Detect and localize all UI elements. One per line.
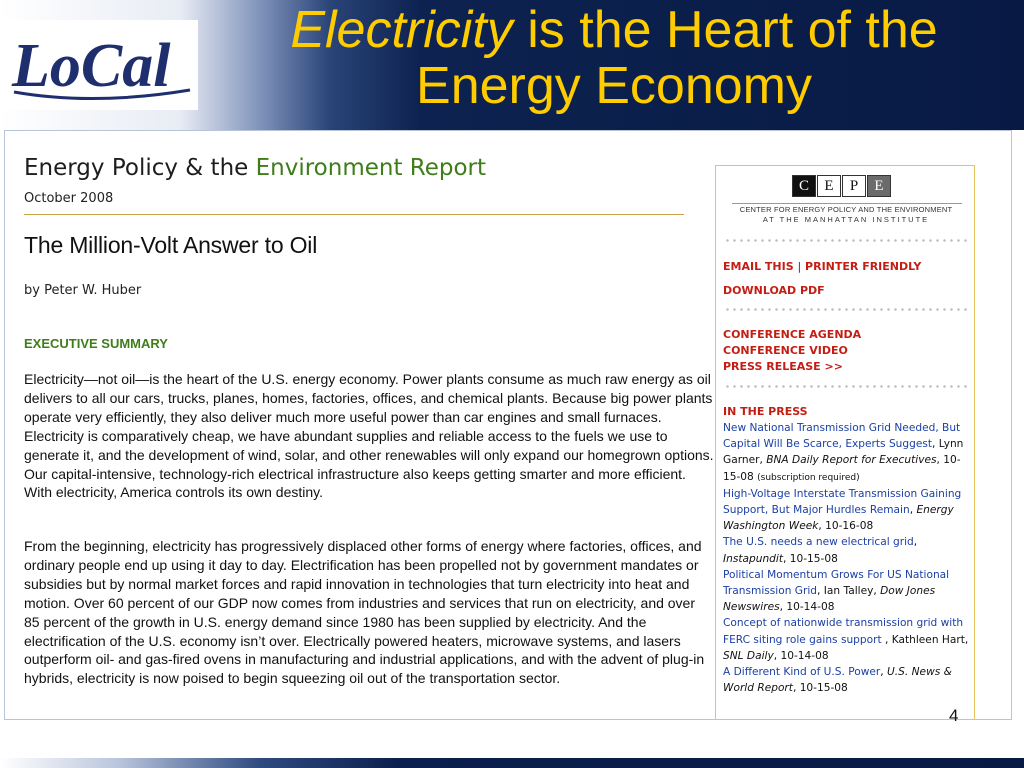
- press-item: [723, 486, 973, 535]
- press-item-date: , 10-14-08: [773, 649, 829, 662]
- press-item-author: ,: [913, 536, 918, 549]
- press-item: [723, 534, 973, 566]
- slide-title-italic: Electricity: [290, 1, 513, 59]
- press-item-link[interactable]: Concept of nationwide transmission grid with FERC siting role gains support: [723, 617, 964, 646]
- summary-paragraph-2: From the beginning, electricity has progressively displaced other forms of energy where factories, offices, and ordinary people end up using it day to day. Electrification has been propelled not by government mandates or subsidies but by normal market forces and rapid innovation in technologies that turn electricity into heat and motion. Over 60 percent of our GDP now comes from industries and services that run on electricity, and over 85 percent of the growth in U.S. energy demand since 1980 has been supplied by electricity. And the electrification of the U.S. economy isn’t over. Electrically powered heaters, microwave systems, and lasers outperform oil- and gas-fired ovens in manufacturing and industrial applications, and with the advent of plug-in hybrids, electricity is now poised to begin squeezing oil out of the transportation sector.: [24, 538, 705, 687]
- link-separator: |: [797, 260, 802, 273]
- press-item-link[interactable]: The U.S. needs a new electrical grid: [723, 536, 914, 549]
- press-item-date: , 10-16-08: [818, 520, 874, 533]
- slide-title: [214, 2, 1014, 114]
- press-item-author: ,: [909, 504, 917, 517]
- report-screenshot: [4, 130, 1012, 720]
- cepe-letter-e1: E: [817, 175, 841, 197]
- report-date: October 2008: [24, 191, 114, 206]
- report-title-part2: Environment Report: [255, 155, 487, 181]
- report-sidebar: [715, 165, 975, 720]
- press-release-link[interactable]: PRESS RELEASE >>: [723, 360, 843, 373]
- download-pdf-link[interactable]: DOWNLOAD PDF: [723, 284, 825, 297]
- share-links: [723, 260, 921, 273]
- email-this-link[interactable]: EMAIL THIS: [723, 260, 794, 273]
- press-item-note: (subscription required): [757, 472, 860, 483]
- press-item-author: , Kathleen Hart,: [881, 633, 969, 646]
- press-item-date: , 10-15-08: [792, 682, 848, 695]
- dotted-divider: [724, 308, 968, 311]
- press-item-source: U.S. News & World Report: [723, 666, 952, 695]
- title-divider: [24, 214, 684, 215]
- press-item-source: Instapundit: [723, 552, 783, 565]
- cepe-subtitle: [726, 205, 966, 225]
- press-item: [723, 664, 973, 696]
- cepe-logo: [792, 175, 892, 197]
- report-title-part1: Energy Policy & the: [24, 155, 256, 181]
- printer-friendly-link[interactable]: PRINTER FRIENDLY: [805, 260, 922, 273]
- byline: by Peter W. Huber: [24, 283, 142, 298]
- slide-title-line1: [214, 2, 1014, 58]
- slide-footer: [0, 758, 1024, 768]
- press-item-date: , 10-14-08: [779, 601, 835, 614]
- cepe-divider: [732, 203, 962, 204]
- press-item-date: , 10-15-08: [723, 454, 961, 483]
- press-item-source: Dow Jones Newswires: [723, 585, 936, 614]
- press-item-source: SNL Daily: [723, 649, 774, 662]
- article-title: The Million-Volt Answer to Oil: [24, 232, 318, 258]
- press-item: [723, 567, 973, 616]
- press-item-link[interactable]: High-Voltage Interstate Transmission Gaining Support, But Major Hurdles Remain: [723, 487, 962, 517]
- executive-summary-heading: EXECUTIVE SUMMARY: [24, 336, 168, 351]
- slide-title-rest: is the Heart of the: [512, 1, 938, 59]
- press-item-link[interactable]: New National Transmission Grid Needed, But Capital Will Be Scarce, Experts Suggest: [723, 422, 961, 451]
- conference-agenda-link[interactable]: CONFERENCE AGENDA: [723, 328, 862, 341]
- report-title: [24, 155, 486, 181]
- cepe-letter-p: P: [842, 175, 866, 197]
- slide-title-line2: Energy Economy: [416, 57, 812, 115]
- logo-text: LoCal: [12, 32, 171, 100]
- in-the-press-heading: IN THE PRESS: [723, 405, 808, 418]
- cepe-subtitle-line2: AT THE MANHATTAN INSTITUTE: [762, 215, 930, 224]
- dotted-divider: [724, 239, 968, 242]
- cepe-subtitle-line1: CENTER FOR ENERGY POLICY AND THE ENVIRONMENT: [739, 205, 953, 214]
- press-item: [723, 615, 973, 664]
- slide-header: [0, 0, 1024, 130]
- press-item-author: , Lynn Garner,: [723, 438, 964, 467]
- local-logo-icon: [4, 20, 198, 110]
- conference-video-link[interactable]: CONFERENCE VIDEO: [723, 344, 848, 357]
- press-item-author: ,: [880, 666, 888, 679]
- summary-paragraph-1: Electricity—not oil—is the heart of the U.S. energy economy. Power plants consume as much raw energy as oil delivers to all our cars, trucks, planes, homes, factories, offices, and chemical plants. Because big power plants operate very efficiently, they also deliver much more useful power than car engines and small furnaces. Electricity is comparatively cheap, we have abundant supplies and reliable access to the fuels we use to generate it, and the development of wind, solar, and other renewables will only expand our homegrown options. Our capital-intensive, technology-rich electrical infrastructure also keeps getting smarter and more efficient. With electricity, America controls its own destiny.: [24, 371, 714, 501]
- slide-page-number: 4: [949, 706, 959, 725]
- press-item-date: , 10-15-08: [782, 552, 838, 565]
- press-item-author: , Ian Talley,: [817, 585, 881, 598]
- press-item-source: BNA Daily Report for Executives: [766, 454, 937, 467]
- press-list: [723, 420, 973, 696]
- cepe-letter-e2: E: [867, 175, 891, 197]
- dotted-divider: [724, 385, 968, 388]
- press-item: [723, 420, 973, 486]
- press-item-link[interactable]: Political Momentum Grows For US National Transmission Grid: [723, 568, 950, 598]
- report-page: [5, 131, 1011, 719]
- press-item-link[interactable]: A Different Kind of U.S. Power: [723, 666, 881, 679]
- local-logo: [4, 20, 198, 110]
- cepe-letter-c: C: [792, 175, 816, 197]
- press-item-source: Energy Washington Week: [723, 504, 954, 533]
